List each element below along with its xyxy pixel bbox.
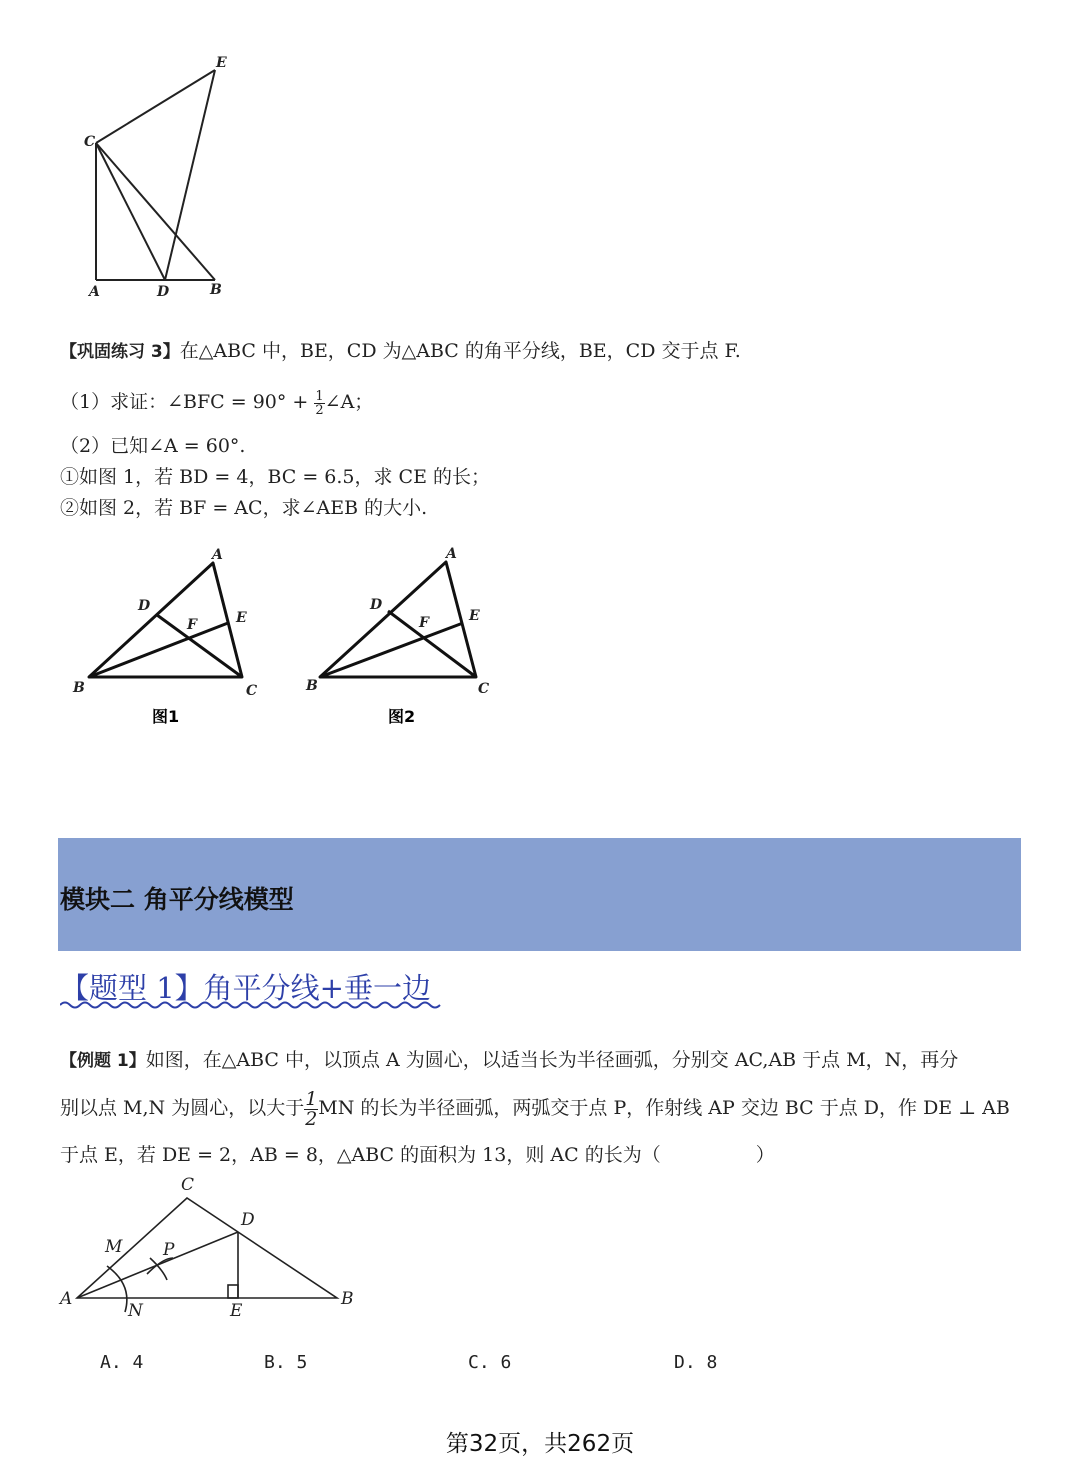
segment-ce (96, 70, 215, 143)
exercise-3-statement: 在△ABC 中，BE，CD 为△ABC 的角平分线，BE，CD 交于点 F. (179, 340, 741, 362)
label-b: B (341, 1289, 354, 1309)
exercise-3-intro (60, 339, 741, 364)
exercise-3-q2a: ①如图 1，若 BD = 4，BC = 6.5，求 CE 的长； (60, 466, 491, 488)
example-1-line1 (60, 1048, 958, 1073)
label-b: B (306, 678, 318, 694)
arc-mn (107, 1266, 127, 1312)
segment-eb-line (165, 70, 215, 280)
label-f: F (419, 615, 429, 631)
label-p: P (163, 1240, 175, 1260)
label-c: C (478, 681, 490, 697)
example-1-line2 (60, 1084, 1010, 1132)
type-title: 【题型 1】角平分线+垂一边 (60, 971, 431, 1005)
option-d[interactable]: D. 8 (674, 1352, 718, 1373)
wavy-underline (60, 1000, 450, 1010)
page-footer: 第32页，共262页 (445, 1431, 635, 1457)
example-1-tag: 【例题 1】 (60, 1051, 146, 1071)
label-e: E (236, 610, 247, 626)
figure-angle-bisector (55, 1170, 365, 1320)
right-angle-mark (228, 1285, 238, 1298)
module-title: 模块二 角平分线模型 (60, 885, 294, 914)
option-a[interactable]: A. 4 (100, 1352, 144, 1373)
label-e: E (469, 608, 480, 624)
label-m: M (105, 1237, 123, 1257)
example-1-text-2a: 别以点 M,N 为圆心，以大于 (60, 1097, 305, 1119)
example-1-fraction (304, 1087, 318, 1130)
exercise-3-q1 (60, 384, 373, 420)
label-a: A (60, 1289, 73, 1309)
label-d: D (138, 598, 151, 614)
label-b: B (210, 282, 222, 298)
label-e: E (230, 1301, 243, 1320)
q1-frac-num: 1 (315, 388, 324, 404)
figure-quadrilateral (80, 50, 240, 305)
figure-caption-2: 图2 (388, 707, 416, 726)
q1-text-post: ∠A； (324, 391, 374, 413)
label-d: D (241, 1210, 255, 1230)
frac-den: 2 (305, 1107, 318, 1130)
exercise-3-q2: （2）已知∠A = 60°. (60, 435, 246, 457)
example-1-text-1: 如图，在△ABC 中，以顶点 A 为圆心，以适当长为半径画弧，分别交 AC,AB 于点 M，N，再分 (145, 1049, 959, 1071)
option-b[interactable]: B. 5 (264, 1352, 308, 1373)
exercise-3-q2b: ②如图 2，若 BF = AC，求∠AEB 的大小. (60, 497, 428, 519)
label-d: D (370, 597, 383, 613)
exercise-3-tag: 【巩固练习 3】 (60, 342, 180, 362)
label-c: C (84, 134, 96, 150)
figure-triangle-1 (66, 540, 276, 730)
q1-text: （1）求证：∠BFC = 90° + (60, 391, 309, 413)
option-c[interactable]: C. 6 (468, 1352, 512, 1373)
label-d: D (157, 284, 170, 300)
q1-fraction (314, 390, 324, 417)
example-1-text-2b: MN 的长为半径画弧，两弧交于点 P，作射线 AP 交边 BC 于点 D，作 DE ⊥ AB (318, 1097, 1010, 1119)
figure-triangle-2 (300, 540, 510, 730)
q1-frac-den: 2 (315, 402, 324, 418)
figure-caption-1: 图1 (152, 707, 180, 726)
label-a: A (446, 546, 457, 562)
frac-num: 1 (305, 1087, 318, 1110)
label-b: B (73, 680, 85, 696)
label-c: C (181, 1175, 195, 1195)
label-a: A (89, 284, 100, 300)
example-1-line3: 于点 E，若 DE = 2，AB = 8，△ABC 的面积为 13，则 AC 的长为（ ） (60, 1144, 775, 1166)
label-e: E (216, 55, 227, 71)
label-c: C (246, 683, 258, 699)
label-f: F (187, 617, 197, 633)
label-a: A (212, 547, 223, 563)
label-n: N (128, 1301, 143, 1320)
